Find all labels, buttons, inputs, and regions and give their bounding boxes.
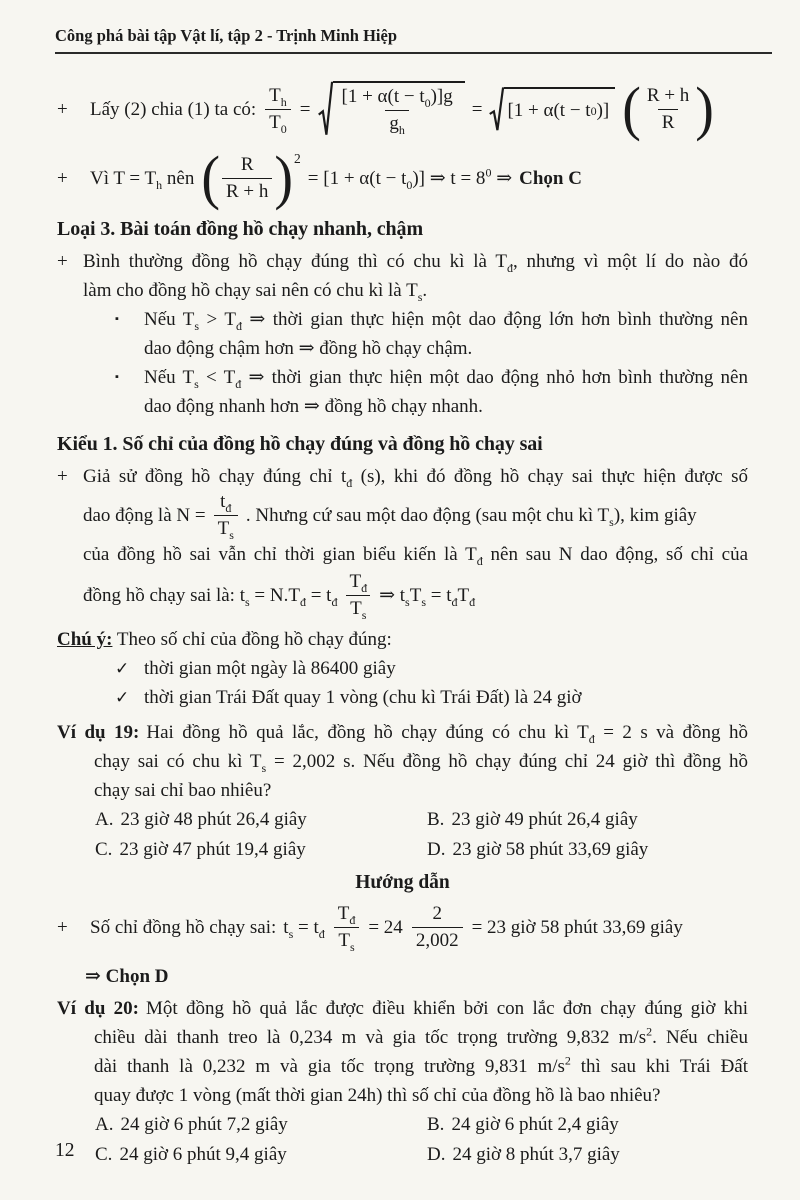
option-c bbox=[95, 835, 427, 865]
text-segment: dao động là N = bbox=[83, 505, 206, 526]
bullet-item-slow bbox=[115, 305, 748, 363]
radical-icon bbox=[318, 81, 333, 137]
text-line-with-fraction bbox=[83, 569, 748, 621]
answer-line: ⇒ Chọn D bbox=[85, 966, 169, 987]
sqrt-expression-short bbox=[489, 87, 615, 132]
note-label: Chú ý: bbox=[57, 629, 113, 650]
example-label: Ví dụ 19: bbox=[57, 722, 140, 743]
right-paren: ) bbox=[274, 144, 294, 212]
equals-sign: = bbox=[299, 98, 311, 120]
note-text: Theo số chỉ của đồng hồ chạy đúng: bbox=[116, 629, 392, 650]
paren-fraction-group bbox=[622, 75, 714, 143]
text-line: chạy sai có chu kì $T_s = 2,002$ s. Nếu đồng hồ chạy đúng chỉ 24 giờ thì đồng hồ bbox=[94, 751, 748, 775]
fraction-denominator: $T_s$ bbox=[214, 515, 238, 540]
fraction-td-ts bbox=[214, 491, 238, 540]
plus-marker: + bbox=[57, 251, 68, 272]
option-text: 24 giờ 6 phút 2,4 giây bbox=[451, 1114, 619, 1135]
solution-step-conclusion bbox=[57, 144, 748, 212]
option-b bbox=[427, 1110, 619, 1140]
option-key: D. bbox=[427, 839, 446, 860]
option-text: 23 giờ 48 phút 26,4 giây bbox=[120, 809, 307, 830]
page-content bbox=[0, 54, 800, 1170]
fraction-r-rh bbox=[222, 154, 272, 203]
text-segment: đồng hồ chạy sai là: $t_s = N.T_đ = t_đ$ bbox=[83, 584, 338, 609]
option-d bbox=[427, 1140, 620, 1170]
example-label: Ví dụ 20: bbox=[57, 998, 140, 1019]
radicand: [1 + α(t − t 0 )] bbox=[504, 87, 615, 132]
options-row bbox=[95, 835, 748, 865]
check-icon: ✓ bbox=[115, 688, 130, 707]
text-line: quay được 1 vòng (mất thời gian 24h) thì số chỉ của đồng hồ là bao nhiêu? bbox=[94, 1085, 661, 1106]
section-heading-kieu1: Kiểu 1. Số chỉ của đồng hồ chạy đúng và đồng hồ chạy sai bbox=[57, 433, 543, 455]
check-text: thời gian Trái Đất quay 1 vòng (chu kì Trái Đất) là 24 giờ bbox=[144, 687, 582, 708]
text-segment: Một đồng hồ quả lắc được điều khiển bởi con lắc đơn chạy đúng giờ khi bbox=[146, 998, 748, 1019]
fraction-denominator: $g_h$ bbox=[385, 110, 409, 135]
exponent: 2 bbox=[294, 151, 301, 166]
text-line: Giả sử đồng hồ chạy đúng chỉ $t_đ$ (s), khi đó đồng hồ chạy sai thực hiện được số bbox=[83, 466, 748, 490]
example-first-line bbox=[57, 718, 748, 747]
section-heading-loai3: Loại 3. Bài toán đồng hồ chạy nhanh, chậm bbox=[57, 218, 423, 240]
fraction-under-root bbox=[338, 86, 457, 135]
check-item bbox=[115, 654, 748, 683]
page-header bbox=[55, 26, 772, 54]
step-text: Vì $T = T_h$ nên bbox=[90, 167, 195, 192]
options-row bbox=[95, 1140, 748, 1170]
options-grid bbox=[95, 1110, 748, 1170]
left-paren: ( bbox=[201, 144, 220, 212]
example-19 bbox=[57, 718, 748, 865]
text-segment: . Nhưng cứ sau một dao động (sau một chu kì $T_s$), kim giây bbox=[245, 505, 697, 529]
fraction-numerator: $[1 + \alpha(t - t_0)]g$ bbox=[341, 86, 453, 110]
option-key: C. bbox=[95, 1144, 113, 1165]
note-line bbox=[57, 625, 748, 654]
option-text: 23 giờ 49 phút 26,4 giây bbox=[451, 809, 638, 830]
option-key: B. bbox=[427, 1114, 445, 1135]
fraction-numerator: R bbox=[240, 153, 254, 175]
sqrt-expression-tall bbox=[318, 81, 465, 137]
text-line-with-fraction bbox=[83, 491, 748, 540]
step-label: Số chỉ đồng hồ chạy sai: bbox=[90, 916, 277, 938]
paragraph-text bbox=[83, 247, 748, 305]
fraction-denominator: R + h bbox=[222, 178, 272, 203]
text-line: Nếu $T_s > T_đ$ ⇒ thời gian thực hiện một dao động lớn hơn bình thường nên bbox=[144, 309, 748, 333]
step-label: Lấy (2) chia (1) ta có: bbox=[90, 98, 257, 120]
guide-heading: Hướng dẫn bbox=[355, 872, 450, 893]
bullet-text bbox=[144, 305, 748, 363]
fraction-numerator: $t_đ$ bbox=[220, 491, 232, 515]
plus-marker: + bbox=[57, 466, 68, 487]
square-bullet-icon: ▪ bbox=[115, 313, 119, 325]
math-segment: = 23 giờ 58 phút 33,69 giây bbox=[471, 916, 683, 938]
intro-paragraph bbox=[57, 247, 748, 305]
plus-marker: + bbox=[57, 167, 68, 189]
text-segment: ⇒ $t_sT_s = t_đT_đ$ bbox=[379, 584, 476, 609]
fraction-td-ts bbox=[345, 571, 371, 620]
text-segment: Hai đồng hồ quả lắc, đồng hồ chạy đúng có chu kì $T_đ = 2$ s và đồng hồ bbox=[146, 722, 748, 746]
guide-solution-line bbox=[57, 897, 748, 957]
options-row bbox=[95, 805, 748, 835]
check-item bbox=[115, 683, 748, 712]
option-d bbox=[427, 835, 648, 865]
book-title: Công phá bài tập Vật lí, tập 2 - Trịnh Minh Hiệp bbox=[55, 26, 397, 45]
equals-sign: = bbox=[471, 98, 483, 120]
fraction-denominator: $T_s$ bbox=[334, 927, 358, 952]
fraction-th-t0 bbox=[265, 85, 291, 134]
text-line: dao động chậm hơn ⇒ đồng hồ chạy chậm. bbox=[144, 338, 473, 359]
radicand bbox=[333, 81, 465, 137]
option-text: 23 giờ 47 phút 19,4 giây bbox=[119, 839, 306, 860]
option-key: D. bbox=[427, 1144, 446, 1165]
options-row bbox=[95, 1110, 748, 1140]
option-a bbox=[95, 805, 427, 835]
fraction-denominator: $T_0$ bbox=[265, 109, 291, 134]
fraction-2-2002 bbox=[412, 903, 463, 952]
plus-marker: + bbox=[57, 916, 68, 938]
fraction-td-ts bbox=[334, 903, 360, 952]
fraction-denominator: $T_s$ bbox=[346, 595, 370, 620]
text-line: chạy sai chỉ bao nhiêu? bbox=[94, 780, 272, 801]
paragraph-text bbox=[83, 462, 748, 621]
text-line: chiều dài thanh treo là 0,234 m và gia tốc trọng trường 9,832 $m/s^2$. Nếu chiều bbox=[94, 1024, 748, 1048]
text-line: dài thanh là 0,232 m và gia tốc trọng trường 9,831 $m/s^2$ thì sau khi Trái Đất bbox=[94, 1053, 749, 1077]
fraction-numerator: $T_đ$ bbox=[337, 902, 356, 927]
example-first-line bbox=[57, 994, 748, 1023]
option-key: C. bbox=[95, 839, 113, 860]
option-a bbox=[95, 1110, 427, 1140]
right-paren: ) bbox=[695, 75, 714, 143]
fraction-denominator: R bbox=[658, 109, 679, 134]
check-icon: ✓ bbox=[115, 659, 130, 678]
solution-step-divide bbox=[57, 70, 748, 148]
fraction-numerator: $T_đ$ bbox=[349, 570, 368, 595]
page-number: 12 bbox=[55, 1140, 75, 1161]
radical-icon bbox=[489, 87, 504, 132]
bullet-item-fast bbox=[115, 363, 748, 421]
fraction-numerator: R + h bbox=[646, 84, 690, 106]
bullet-text bbox=[144, 363, 748, 421]
math-segment: $t_s = t_đ$ bbox=[283, 916, 325, 941]
option-text: 24 giờ 6 phút 7,2 giây bbox=[120, 1114, 288, 1135]
options-grid bbox=[95, 805, 748, 865]
option-text: 24 giờ 8 phút 3,7 giây bbox=[452, 1144, 620, 1165]
option-text: 23 giờ 58 phút 33,69 giây bbox=[452, 839, 649, 860]
option-b bbox=[427, 805, 638, 835]
option-c bbox=[95, 1140, 427, 1170]
option-key: A. bbox=[95, 1114, 114, 1135]
fraction-rh-r bbox=[643, 85, 693, 134]
fraction-numerator: 2 bbox=[432, 902, 442, 924]
fraction-numerator: $T_h$ bbox=[269, 84, 287, 109]
text-line: Nếu $T_s < T_đ$ ⇒ thời gian thực hiện một dao động nhỏ hơn bình thường nên bbox=[144, 367, 748, 391]
step-text: = $[1 + \alpha(t - t_0)]$ ⇒ $t = 8^0$ ⇒ bbox=[307, 165, 513, 192]
option-key: A. bbox=[95, 809, 114, 830]
square-bullet-icon: ▪ bbox=[115, 371, 119, 383]
plus-marker: + bbox=[57, 98, 68, 120]
left-paren: ( bbox=[622, 75, 641, 143]
option-text: 24 giờ 6 phút 9,4 giây bbox=[119, 1144, 287, 1165]
text-line: của đồng hồ sai vẫn chỉ thời gian biểu kiến là $T_đ$ nên sau N dao động, số chỉ của bbox=[83, 544, 748, 568]
option-key: B. bbox=[427, 809, 445, 830]
paren-fraction-group bbox=[201, 144, 301, 212]
note-checklist bbox=[115, 654, 748, 712]
fraction-denominator: 2,002 bbox=[412, 927, 463, 952]
answer-choice: Chọn C bbox=[519, 167, 582, 189]
explanation-paragraph bbox=[57, 462, 748, 621]
example-20 bbox=[57, 994, 748, 1170]
check-text: thời gian một ngày là 86400 giây bbox=[144, 658, 396, 679]
math-segment: = 24 bbox=[368, 916, 403, 938]
text-line: dao động nhanh hơn ⇒ đồng hồ chạy nhanh. bbox=[144, 396, 483, 417]
text-line: làm cho đồng hồ chạy sai nên có chu kì là $T_s$. bbox=[83, 280, 428, 304]
text-line: Bình thường đồng hồ chạy đúng thì có chu kì là $T_đ$, nhưng vì một lí do nào đó bbox=[83, 251, 748, 275]
